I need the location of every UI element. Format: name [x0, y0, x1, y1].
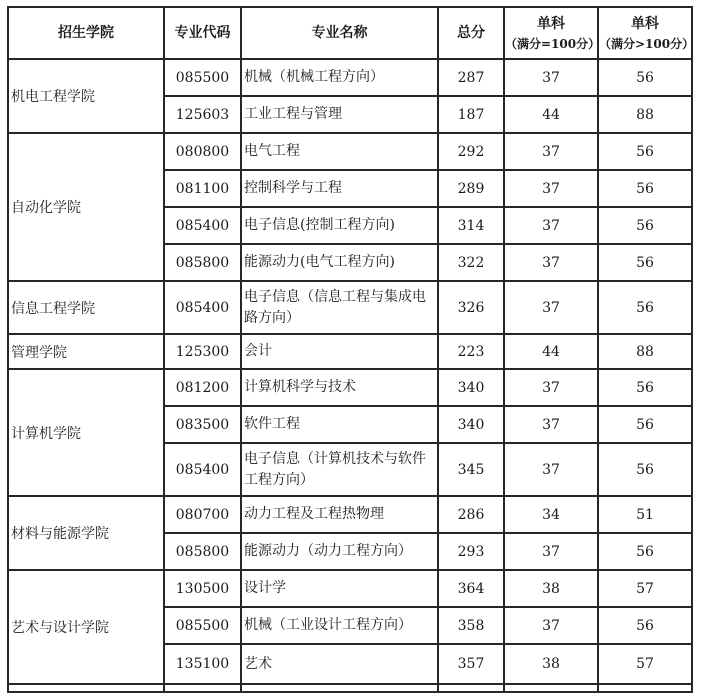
- code-cell: 085500: [164, 59, 241, 96]
- header-row: [8, 7, 692, 59]
- table-row: [8, 334, 692, 369]
- admission-score-table: [7, 6, 693, 693]
- single-over-100-cell: 88: [598, 334, 692, 369]
- total-cell: 187: [438, 96, 504, 133]
- single-100-cell: 37: [504, 133, 598, 170]
- single-100-cell: 38: [504, 644, 598, 684]
- single-over-100-cell: 56: [598, 533, 692, 570]
- single-over-100-cell: 56: [598, 244, 692, 281]
- total-cell: 340: [438, 406, 504, 443]
- single-100-cell: 37: [504, 607, 598, 644]
- empty-cell: [438, 684, 504, 692]
- total-cell: 223: [438, 334, 504, 369]
- single-100-cell: 37: [504, 244, 598, 281]
- single-100-cell: 44: [504, 96, 598, 133]
- college-cell: 信息工程学院: [8, 281, 164, 334]
- total-cell: 357: [438, 644, 504, 684]
- total-cell: 287: [438, 59, 504, 96]
- single-over-100-cell: 51: [598, 496, 692, 533]
- total-cell: 364: [438, 570, 504, 607]
- code-cell: 085400: [164, 207, 241, 244]
- major-cell: 能源动力（动力工程方向）: [241, 533, 438, 570]
- single-over-100-cell: 56: [598, 443, 692, 496]
- college-cell: 材料与能源学院: [8, 496, 164, 570]
- code-cell: 080700: [164, 496, 241, 533]
- college-cell: 管理学院: [8, 334, 164, 369]
- empty-cell: [8, 684, 164, 692]
- single-over-100-cell: 56: [598, 59, 692, 96]
- major-cell: 电子信息（计算机技术与软件工程方向）: [241, 443, 438, 496]
- code-cell: 081200: [164, 369, 241, 406]
- single-over-100-cell: 56: [598, 607, 692, 644]
- table-row-partial: [8, 684, 692, 692]
- single-100-cell: 37: [504, 369, 598, 406]
- code-cell: 085500: [164, 607, 241, 644]
- total-cell: 322: [438, 244, 504, 281]
- single-over-100-cell: 56: [598, 406, 692, 443]
- code-cell: 085800: [164, 533, 241, 570]
- major-cell: 电气工程: [241, 133, 438, 170]
- header-single-100-title: 单科: [537, 15, 565, 32]
- header-major: 专业名称: [241, 7, 438, 59]
- total-cell: 292: [438, 133, 504, 170]
- total-cell: 326: [438, 281, 504, 334]
- code-cell: 135100: [164, 644, 241, 684]
- single-over-100-cell: 56: [598, 170, 692, 207]
- code-cell: 085400: [164, 281, 241, 334]
- empty-cell: [241, 684, 438, 692]
- major-cell: 工业工程与管理: [241, 96, 438, 133]
- major-cell: 能源动力(电气工程方向): [241, 244, 438, 281]
- empty-cell: [504, 684, 598, 692]
- major-cell: 会计: [241, 334, 438, 369]
- total-cell: 293: [438, 533, 504, 570]
- major-cell: 电子信息(控制工程方向): [241, 207, 438, 244]
- single-100-cell: 37: [504, 406, 598, 443]
- college-cell: 自动化学院: [8, 133, 164, 281]
- major-cell: 电子信息（信息工程与集成电路方向）: [241, 281, 438, 334]
- table-row: [8, 59, 692, 96]
- header-college: 招生学院: [8, 7, 164, 59]
- major-cell: 动力工程及工程热物理: [241, 496, 438, 533]
- table-row: [8, 496, 692, 533]
- code-cell: 130500: [164, 570, 241, 607]
- single-100-cell: 37: [504, 59, 598, 96]
- major-cell: 软件工程: [241, 406, 438, 443]
- code-cell: 083500: [164, 406, 241, 443]
- code-cell: 085400: [164, 443, 241, 496]
- single-over-100-cell: 57: [598, 644, 692, 684]
- single-over-100-cell: 56: [598, 369, 692, 406]
- college-cell: 机电工程学院: [8, 59, 164, 133]
- total-cell: 340: [438, 369, 504, 406]
- major-cell: 机械（工业设计工程方向）: [241, 607, 438, 644]
- code-cell: 085800: [164, 244, 241, 281]
- total-cell: 289: [438, 170, 504, 207]
- single-100-cell: 37: [504, 281, 598, 334]
- single-100-cell: 37: [504, 170, 598, 207]
- single-100-cell: 37: [504, 533, 598, 570]
- total-cell: 345: [438, 443, 504, 496]
- code-cell: 081100: [164, 170, 241, 207]
- header-single-over-100: [598, 7, 695, 59]
- major-cell: 控制科学与工程: [241, 170, 438, 207]
- total-cell: 286: [438, 496, 504, 533]
- single-over-100-cell: 57: [598, 570, 692, 607]
- header-single-over-100-sub: （满分>100分）: [599, 36, 695, 51]
- total-cell: 358: [438, 607, 504, 644]
- header-single-over-100-title: 单科: [631, 15, 659, 32]
- single-100-cell: 37: [504, 207, 598, 244]
- table-row: [8, 133, 692, 170]
- single-100-cell: 44: [504, 334, 598, 369]
- code-cell: 125603: [164, 96, 241, 133]
- major-cell: 设计学: [241, 570, 438, 607]
- header-code: 专业代码: [164, 7, 241, 59]
- table-row: [8, 570, 692, 607]
- header-total: 总分: [438, 7, 504, 59]
- college-cell: 计算机学院: [8, 369, 164, 496]
- single-over-100-cell: 56: [598, 281, 692, 334]
- code-cell: 125300: [164, 334, 241, 369]
- college-cell: 艺术与设计学院: [8, 570, 164, 684]
- header-single-100: [504, 7, 601, 59]
- code-cell: 080800: [164, 133, 241, 170]
- single-over-100-cell: 56: [598, 207, 692, 244]
- empty-cell: [598, 684, 692, 692]
- major-cell: 计算机科学与技术: [241, 369, 438, 406]
- single-over-100-cell: 56: [598, 133, 692, 170]
- single-100-cell: 34: [504, 496, 598, 533]
- empty-cell: [164, 684, 241, 692]
- total-cell: 314: [438, 207, 504, 244]
- table-row: [8, 369, 692, 406]
- major-cell: 机械（机械工程方向）: [241, 59, 438, 96]
- single-100-cell: 38: [504, 570, 598, 607]
- single-100-cell: 37: [504, 443, 598, 496]
- table-row: [8, 281, 692, 334]
- major-cell: 艺术: [241, 644, 438, 684]
- header-single-100-sub: （满分=100分）: [505, 36, 601, 51]
- single-over-100-cell: 88: [598, 96, 692, 133]
